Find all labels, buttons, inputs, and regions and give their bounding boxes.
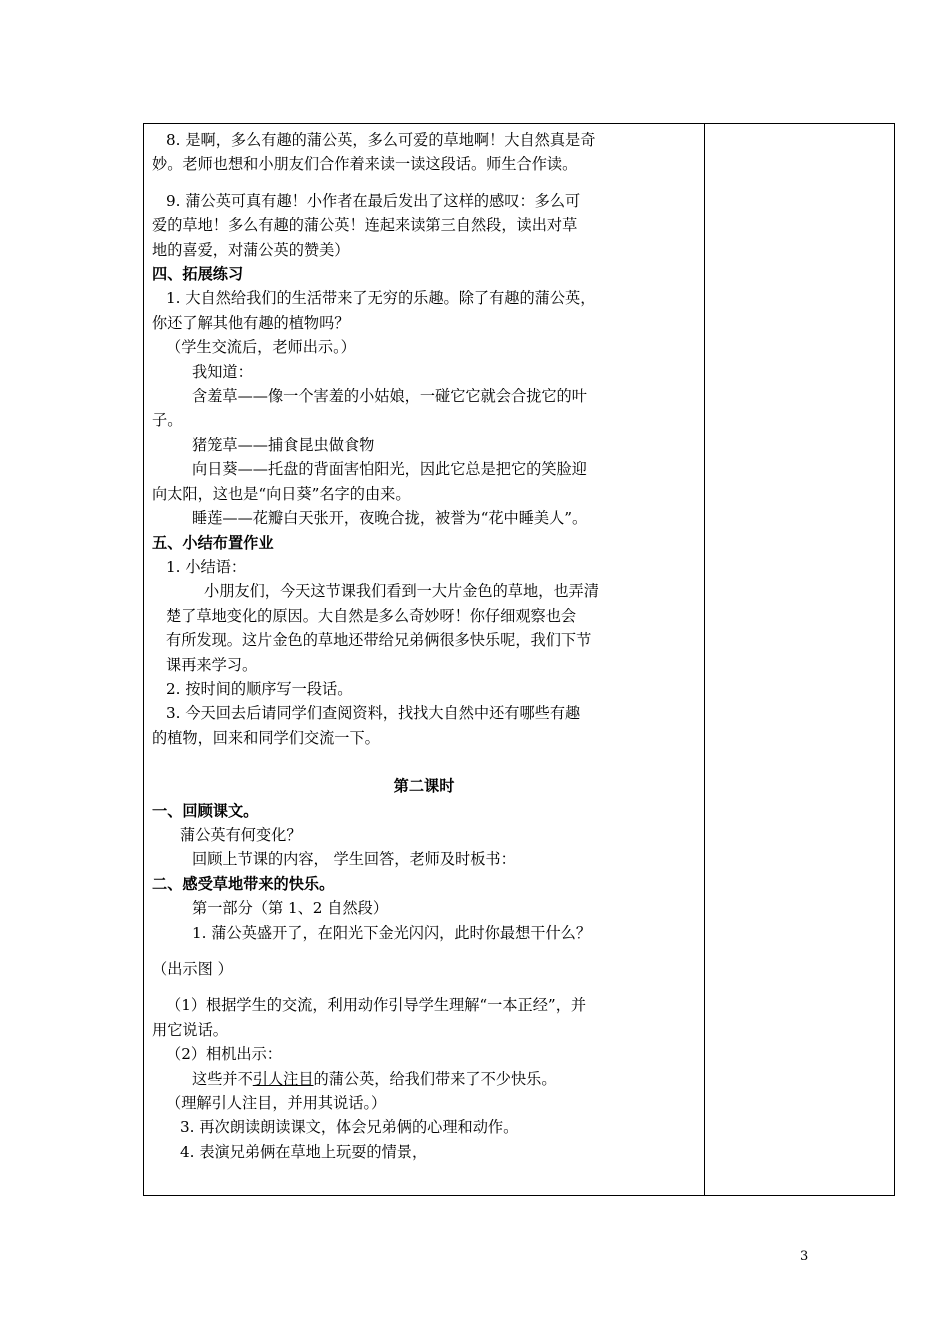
summary-line-2: 楚了草地变化的原因。大自然是多么奇妙呀！你仔细观察也会 bbox=[166, 606, 577, 625]
section-heading-extension: 四、拓展练习 bbox=[152, 265, 244, 284]
mimosa-line-1: 含羞草——像一个害羞的小姑娘，一碰它它就会合拢它的叶 bbox=[192, 387, 587, 406]
underlined-term: 引人注目 bbox=[252, 1069, 314, 1088]
i-know-label: 我知道： bbox=[192, 362, 253, 381]
table-row bbox=[144, 124, 895, 1196]
mimosa-line-2: 子。 bbox=[152, 411, 183, 430]
section-heading-summary: 五、小结布置作业 bbox=[152, 533, 274, 552]
understand-term-note: （理解引人注目，并用其说话。） bbox=[166, 1094, 387, 1113]
step-8-line-2: 妙。老师也想和小朋友们合作着来读一读这段话。师生合作读。 bbox=[152, 155, 578, 174]
summary-line-3: 有所发现。这片金色的草地还带给兄弟俩很多快乐呢，我们下节 bbox=[166, 631, 592, 650]
lesson-content bbox=[144, 124, 704, 1164]
step-4-perform: 4. 表演兄弟俩在草地上玩耍的情景， bbox=[180, 1142, 428, 1161]
sunflower-line-1: 向日葵——托盘的背面害怕阳光，因此它总是把它的笑脸迎 bbox=[192, 460, 587, 479]
extension-q1-line-2: 你还了解其他有趣的植物吗？ bbox=[152, 313, 350, 332]
part-one-q1: 1. 蒲公英盛开了，在阳光下金光闪闪，此时你最想干什么？ bbox=[192, 923, 592, 942]
review-question: 蒲公英有何变化？ bbox=[180, 825, 302, 844]
extension-q1-line-1: 1. 大自然给我们的生活带来了无穷的乐趣。除了有趣的蒲公英， bbox=[166, 289, 596, 308]
notes-cell bbox=[705, 124, 895, 1196]
teacher-note: （学生交流后，老师出示。） bbox=[166, 338, 356, 357]
step-9-line-1: 9. 蒲公英可真有趣！小作者在最后发出了这样的感叹：多么可 bbox=[166, 191, 581, 210]
show-picture-note: （出示图 ） bbox=[152, 960, 233, 978]
water-lily-line: 睡莲——花瓣白天张开，夜晚合拢，被誉为“花中睡美人”。 bbox=[192, 509, 588, 528]
step-3-reread: 3. 再次朗读朗读课文，体会兄弟俩的心理和动作。 bbox=[180, 1118, 519, 1137]
sub-step-2: （2）相机出示： bbox=[166, 1045, 282, 1064]
step-9-line-2: 爱的草地！多么有趣的蒲公英！连起来读第三自然段，读出对草 bbox=[152, 216, 578, 235]
step-8-line-1: 8. 是啊，多么有趣的蒲公英，多么可爱的草地啊！大自然真是奇 bbox=[166, 131, 596, 149]
homework-2: 2. 按时间的顺序写一段话。 bbox=[166, 679, 353, 698]
part-one-label: 第一部分（第 1、2 自然段） bbox=[192, 899, 389, 918]
sunflower-line-2: 向太阳，这也是“向日葵”名字的由来。 bbox=[152, 484, 411, 503]
homework-3-line-2: 的植物，回来和同学们交流一下。 bbox=[152, 728, 380, 747]
section-heading-joy: 二、感受草地带来的快乐。 bbox=[152, 874, 335, 893]
lesson-2-title: 第二课时 bbox=[393, 777, 455, 796]
sub-step-1-line-1: （1）根据学生的交流，利用动作引导学生理解“一本正经”，并 bbox=[166, 996, 587, 1015]
example-sentence-end: 的蒲公英，给我们带来了不少快乐。 bbox=[313, 1069, 557, 1088]
page-number: 3 bbox=[800, 1249, 809, 1264]
summary-label: 1. 小结语： bbox=[166, 557, 247, 576]
lesson-plan-table bbox=[143, 123, 895, 1196]
review-note: 回顾上节课的内容， 学生回答，老师及时板书： bbox=[192, 850, 516, 869]
summary-line-4: 课再来学习。 bbox=[166, 655, 258, 674]
pitcher-plant-line: 猪笼草——捕食昆虫做食物 bbox=[192, 435, 375, 454]
summary-line-1: 小朋友们，今天这节课我们看到一大片金色的草地，也弄清 bbox=[204, 582, 599, 601]
example-sentence bbox=[152, 1067, 696, 1091]
section-heading-review: 一、回顾课文。 bbox=[152, 801, 259, 820]
homework-3-line-1: 3. 今天回去后请同学们查阅资料，找找大自然中还有哪些有趣 bbox=[166, 704, 581, 723]
sub-step-1-line-2: 用它说话。 bbox=[152, 1020, 228, 1039]
step-9-line-3: 地的喜爱，对蒲公英的赞美） bbox=[152, 240, 350, 259]
lesson-content-cell bbox=[144, 124, 705, 1196]
example-sentence-start: 这些并不 bbox=[192, 1069, 253, 1088]
